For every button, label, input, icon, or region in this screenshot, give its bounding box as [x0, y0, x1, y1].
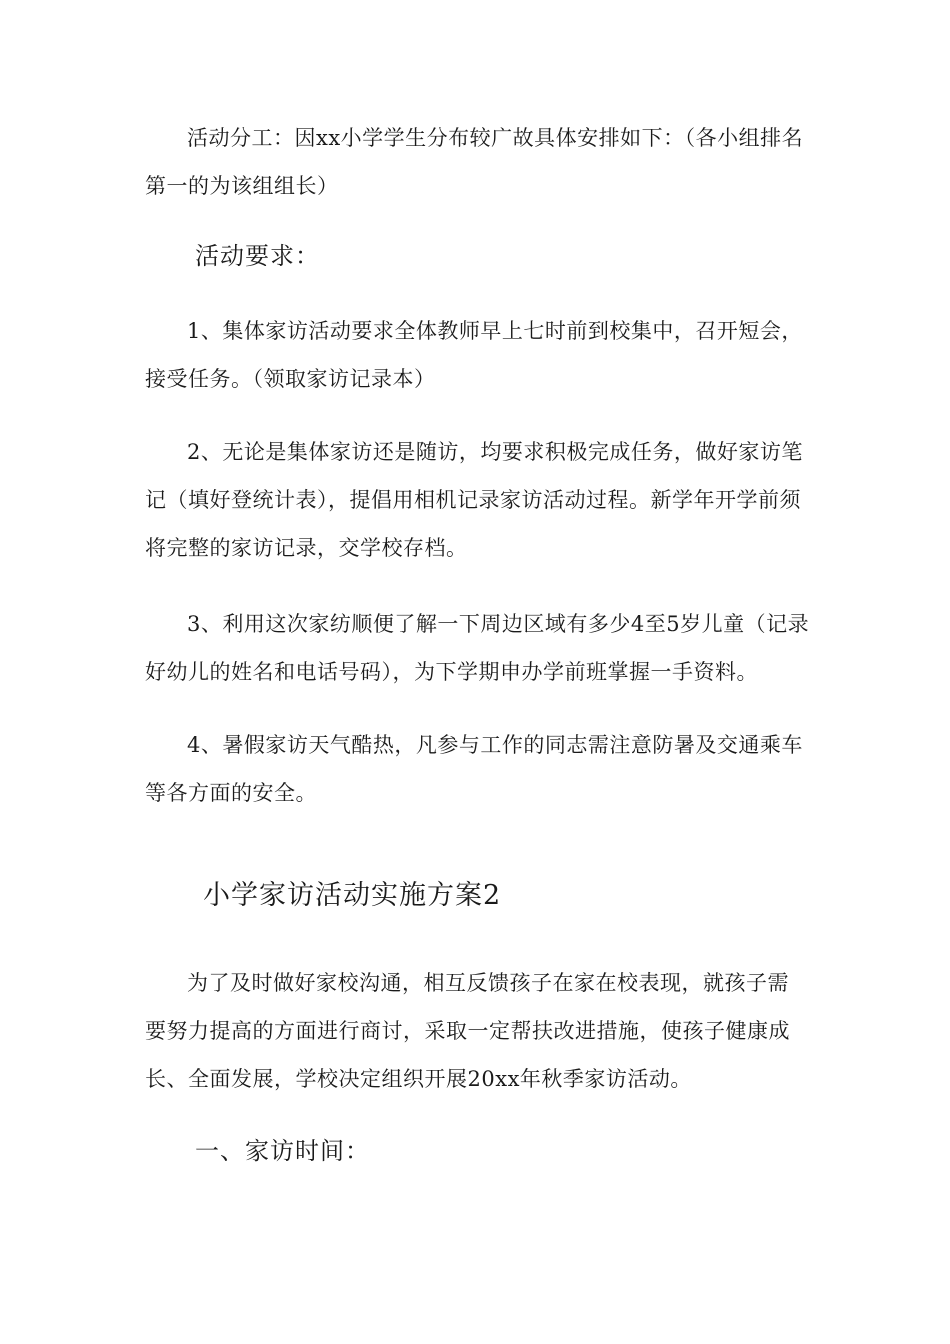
requirement-item-1: 1、集体家访活动要求全体教师早上七时前到校集中，召开短会，接受任务。（领取家访记录本）: [145, 319, 803, 391]
requirement-item-2: 2、无论是集体家访还是随访，均要求积极完成任务，做好家访笔记（填好登统计表），提倡用相机记录家访活动过程。新学年开学前须将完整的家访记录，交学校存档。: [145, 440, 803, 560]
requirement-item-3: 3、利用这次家纺顺便了解一下周边区域有多少4至5岁儿童（记录好幼儿的姓名和电话号码），为下学期申办学前班掌握一手资料。: [145, 612, 810, 684]
heading-visit-time: 一、家访时间：: [195, 1137, 370, 1165]
paragraph-intro: 为了及时做好家校沟通，相互反馈孩子在家在校表现，就孩子需要努力提高的方面进行商讨，采取一定帮扶改进措施，使孩子健康成长、全面发展，学校决定组织开展20xx年秋季家访活动。: [145, 971, 790, 1091]
section-title: 小学家访活动实施方案2: [203, 880, 502, 911]
heading-activity-requirements: 活动要求：: [195, 242, 320, 270]
requirement-item-4: 4、暑假家访天气酷热，凡参与工作的同志需注意防暑及交通乘车等各方面的安全。: [145, 733, 803, 805]
paragraph-division-of-work: 活动分工：因xx小学学生分布较广故具体安排如下：（各小组排名第一的为该组组长）: [145, 126, 804, 198]
